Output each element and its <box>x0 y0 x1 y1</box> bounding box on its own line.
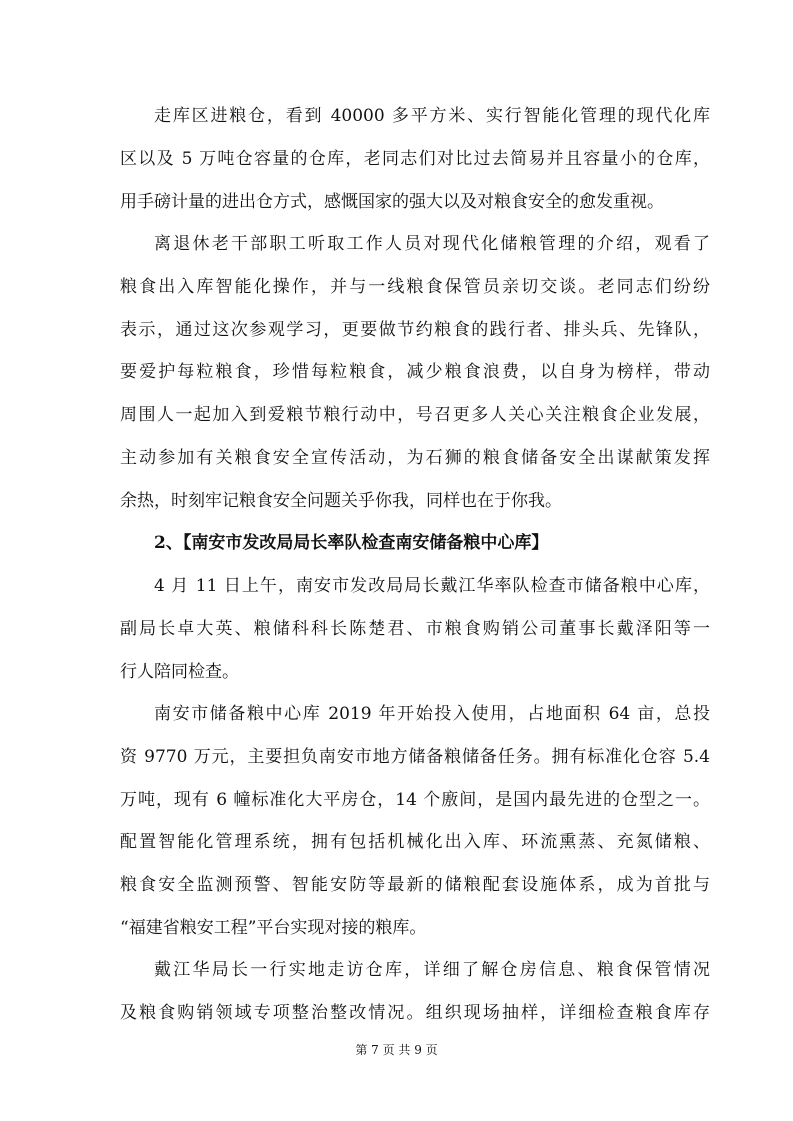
paragraph-2-line-1: 离退休老干部职工听取工作人员对现代化储粮管理的介绍，观看了 <box>154 234 710 254</box>
paragraph-4-line-3: 万吨，现有 6 幢标准化大平房仓，14 个廒间，是国内最先进的仓型之一。 <box>120 790 710 810</box>
paragraph-5-line-1: 戴江华局长一行实地走访仓库，详细了解仓房信息、粮食保管情况 <box>154 960 710 980</box>
paragraph-4-line-1: 南安市储备粮中心库 2019 年开始投入使用，占地面积 64 亩，总投 <box>154 704 710 724</box>
paragraph-1-line-2: 区以及 5 万吨仓容量的仓库，老同志们对比过去简易并且容量小的仓库， <box>120 149 710 169</box>
paragraph-1-line-1: 走库区进粮仓，看到 40000 多平方米、实行智能化管理的现代化库 <box>154 106 710 126</box>
paragraph-4-line-6: “福建省粮安工程”平台实现对接的粮库。 <box>120 918 427 938</box>
paragraph-2-line-6: 主动参加有关粮食安全宣传活动，为石狮的粮食储备安全出谋献策发挥 <box>120 448 710 468</box>
paragraph-5-line-2: 及粮食购销领域专项整治整改情况。组织现场抽样，详细检查粮食库存 <box>120 1003 710 1023</box>
paragraph-1-line-3: 用手磅计量的进出仓方式，感慨国家的强大以及对粮食安全的愈发重视。 <box>120 192 664 212</box>
paragraph-2-line-5: 周围人一起加入到爱粮节粮行动中，号召更多人关心关注粮食企业发展， <box>120 405 710 425</box>
paragraph-2-line-3: 表示，通过这次参观学习，更要做节约粮食的践行者、排头兵、先锋队， <box>120 320 710 340</box>
paragraph-2-line-7: 余热，时刻牢记粮食安全问题关乎你我，同样也在于你我。 <box>120 491 562 511</box>
section-heading: 2、【南安市发改局局长率队检查南安储备粮中心库】 <box>154 533 549 553</box>
page-number-footer: 第 7 页 共 9 页 <box>355 1043 438 1057</box>
paragraph-4-line-2: 资 9770 万元，主要担负南安市地方储备粮储备任务。拥有标准化仓容 5.4 <box>120 747 710 767</box>
paragraph-2-line-2: 粮食出入库智能化操作，并与一线粮食保管员亲切交谈。老同志们纷纷 <box>120 277 710 297</box>
paragraph-4-line-5: 粮食安全监测预警、智能安防等最新的储粮配套设施体系，成为首批与 <box>120 875 710 895</box>
paragraph-2-line-4: 要爱护每粒粮食，珍惜每粒粮食，减少粮食浪费，以自身为榜样，带动 <box>120 362 710 382</box>
paragraph-3-line-1: 4 月 11 日上午，南安市发改局局长戴江华率队检查市储备粮中心库， <box>154 576 710 596</box>
paragraph-3-line-3: 行人陪同检查。 <box>120 662 239 682</box>
paragraph-4-line-4: 配置智能化管理系统，拥有包括机械化出入库、环流熏蒸、充氮储粮、 <box>120 832 710 852</box>
paragraph-3-line-2: 副局长卓大英、粮储科科长陈楚君、市粮食购销公司董事长戴泽阳等一 <box>120 619 710 639</box>
